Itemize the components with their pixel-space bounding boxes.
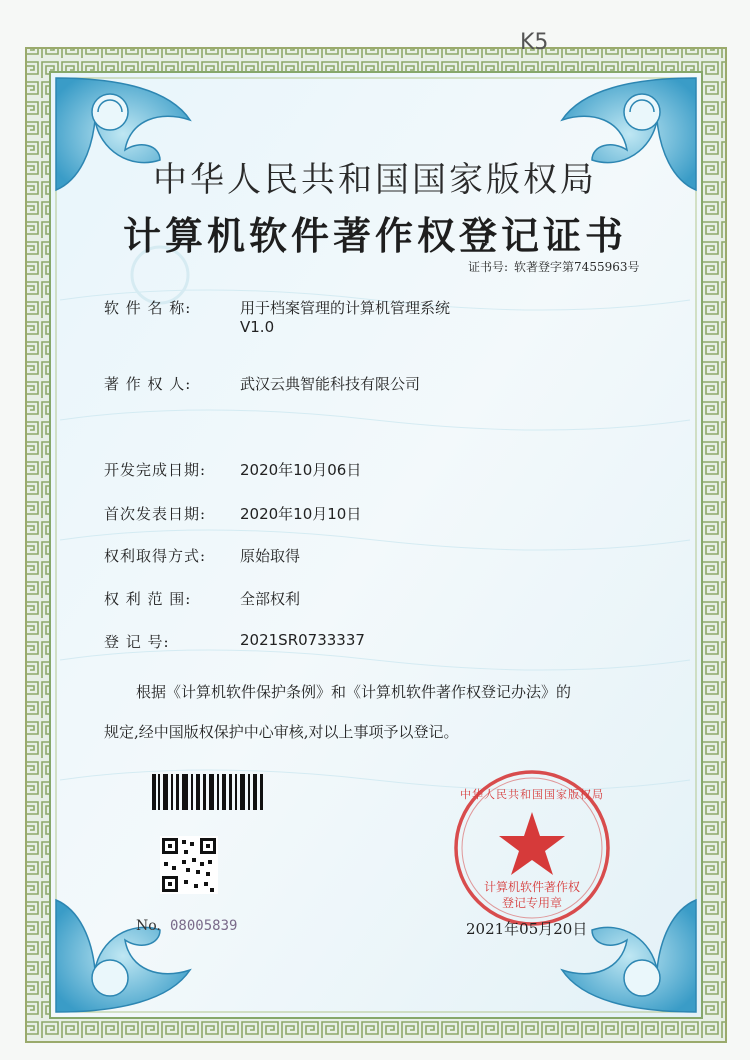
registration-number-value: 2021SR0733337 bbox=[240, 631, 365, 649]
software-name-label: 软 件 名 称: bbox=[104, 299, 192, 317]
statement-line-2: 规定,经中国版权保护中心审核,对以上事项予以登记。 bbox=[104, 723, 459, 741]
registration-number-label: 登 记 号: bbox=[104, 633, 170, 651]
seal-line-2: 登记专用章 bbox=[501, 896, 562, 910]
software-version-value: V1.0 bbox=[240, 318, 275, 336]
serial-label: No. bbox=[136, 918, 161, 934]
publication-date-label: 首次发表日期: bbox=[104, 505, 207, 523]
handwritten-mark: K5 bbox=[520, 30, 549, 55]
rights-scope-value: 全部权利 bbox=[240, 590, 301, 608]
software-name-value: 用于档案管理的计算机管理系统 bbox=[240, 299, 451, 317]
certificate-title: 计算机软件著作权登记证书 bbox=[122, 213, 627, 258]
copyright-owner-label: 著 作 权 人: bbox=[104, 375, 192, 393]
seal-ring-text: 中华人民共和国国家版权局 bbox=[460, 788, 604, 801]
certificate-number bbox=[468, 258, 646, 275]
statement-line-1: 根据《计算机软件保护条例》和《计算机软件著作权登记办法》的 bbox=[136, 683, 572, 701]
completion-date-value: 2020年10月06日 bbox=[240, 461, 362, 479]
completion-date-label: 开发完成日期: bbox=[104, 461, 207, 479]
issue-date: 2021年05月20日 bbox=[466, 920, 588, 938]
cert-no-label: 证书号: bbox=[468, 260, 509, 274]
seal-line-1: 计算机软件著作权 bbox=[483, 880, 580, 894]
authority-title: 中华人民共和国国家版权局 bbox=[153, 160, 597, 200]
rights-scope-label: 权 利 范 围: bbox=[104, 590, 192, 608]
copyright-owner-value: 武汉云典智能科技有限公司 bbox=[240, 375, 421, 393]
publication-date-value: 2020年10月10日 bbox=[240, 505, 362, 523]
qr-code bbox=[160, 836, 218, 894]
acquisition-method-label: 权利取得方式: bbox=[104, 547, 207, 565]
cert-no-value: 软著登字第7455963号 bbox=[514, 260, 640, 274]
acquisition-method-value: 原始取得 bbox=[240, 547, 301, 565]
serial-value: 08005839 bbox=[170, 918, 238, 934]
